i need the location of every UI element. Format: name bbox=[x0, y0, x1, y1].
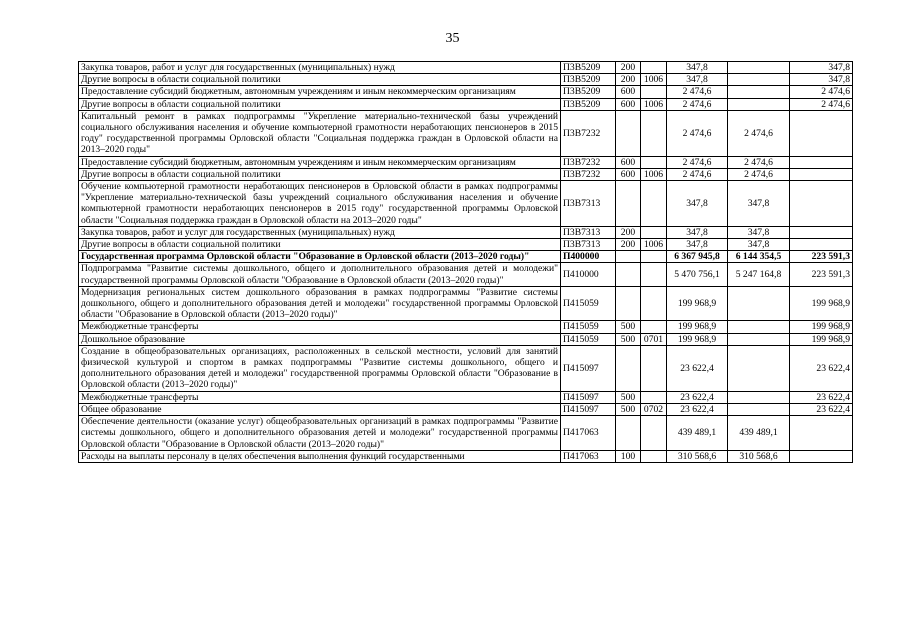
table-row bbox=[79, 416, 853, 451]
row-own-funds: 2 474,6 bbox=[728, 156, 790, 168]
budget-table bbox=[78, 61, 853, 463]
row-code: П3В7313 bbox=[561, 181, 616, 227]
table-row bbox=[79, 345, 853, 391]
row-total: 6 367 945,8 bbox=[667, 251, 728, 263]
row-total: 23 622,4 bbox=[667, 391, 728, 403]
row-name: Межбюджетные трансферты bbox=[79, 321, 561, 333]
row-section-code bbox=[641, 321, 667, 333]
row-name: Государственная программа Орловской области "Образование в Орловской области (2013–2020 годы)" bbox=[79, 251, 561, 263]
row-code: П3В7313 bbox=[561, 239, 616, 251]
row-code: П3В7232 bbox=[561, 110, 616, 156]
row-federal-funds: 223 591,3 bbox=[790, 251, 853, 263]
row-expense-type bbox=[616, 263, 641, 286]
row-total: 2 474,6 bbox=[667, 156, 728, 168]
row-section-code bbox=[641, 345, 667, 391]
row-code: П3В7313 bbox=[561, 226, 616, 238]
row-code: П3В5209 bbox=[561, 98, 616, 110]
row-total: 199 968,9 bbox=[667, 333, 728, 345]
row-own-funds bbox=[728, 86, 790, 98]
row-section-code bbox=[641, 181, 667, 227]
row-own-funds: 347,8 bbox=[728, 226, 790, 238]
row-name: Закупка товаров, работ и услуг для государственных (муниципальных) нужд bbox=[79, 62, 561, 74]
row-own-funds: 6 144 354,5 bbox=[728, 251, 790, 263]
row-own-funds bbox=[728, 403, 790, 415]
row-expense-type bbox=[616, 110, 641, 156]
row-code: П415097 bbox=[561, 345, 616, 391]
table-row bbox=[79, 168, 853, 180]
row-own-funds: 5 247 164,8 bbox=[728, 263, 790, 286]
table-row bbox=[79, 62, 853, 74]
row-own-funds bbox=[728, 391, 790, 403]
row-name: Обеспечение деятельности (оказание услуг) общеобразовательных организаций в рамках подпрограммы "Развитие системы дошкольного, общего и дополнительного образования детей и молодежи" государственной программы Орловской области "Образование в Орловской области (2013–2020 годы)" bbox=[79, 416, 561, 451]
row-name: Подпрограмма "Развитие системы дошкольного, общего и дополнительного образования детей и молодежи" государственной программы Орловской области "Образование в Орловской области (2013–2020 годы)" bbox=[79, 263, 561, 286]
row-total: 347,8 bbox=[667, 181, 728, 227]
row-section-code bbox=[641, 62, 667, 74]
row-expense-type bbox=[616, 251, 641, 263]
row-total: 347,8 bbox=[667, 226, 728, 238]
table-row bbox=[79, 98, 853, 110]
row-section-code bbox=[641, 263, 667, 286]
row-expense-type: 600 bbox=[616, 86, 641, 98]
row-expense-type bbox=[616, 345, 641, 391]
row-federal-funds: 2 474,6 bbox=[790, 86, 853, 98]
row-section-code: 1006 bbox=[641, 168, 667, 180]
row-code: П415097 bbox=[561, 391, 616, 403]
row-federal-funds bbox=[790, 450, 853, 462]
row-name: Другие вопросы в области социальной политики bbox=[79, 98, 561, 110]
row-federal-funds bbox=[790, 416, 853, 451]
row-total: 199 968,9 bbox=[667, 321, 728, 333]
row-expense-type: 600 bbox=[616, 156, 641, 168]
row-own-funds bbox=[728, 62, 790, 74]
row-own-funds: 347,8 bbox=[728, 239, 790, 251]
row-code: П3В7232 bbox=[561, 156, 616, 168]
table-row bbox=[79, 156, 853, 168]
row-federal-funds bbox=[790, 226, 853, 238]
row-section-code: 1006 bbox=[641, 74, 667, 86]
row-total: 347,8 bbox=[667, 74, 728, 86]
row-federal-funds: 223 591,3 bbox=[790, 263, 853, 286]
row-federal-funds: 23 622,4 bbox=[790, 403, 853, 415]
row-section-code: 1006 bbox=[641, 239, 667, 251]
table-row bbox=[79, 321, 853, 333]
row-own-funds bbox=[728, 74, 790, 86]
row-name: Дошкольное образование bbox=[79, 333, 561, 345]
row-code: П415059 bbox=[561, 286, 616, 321]
row-total: 23 622,4 bbox=[667, 403, 728, 415]
row-total: 2 474,6 bbox=[667, 168, 728, 180]
page-number: 35 bbox=[445, 31, 460, 46]
row-total: 2 474,6 bbox=[667, 98, 728, 110]
row-expense-type: 600 bbox=[616, 168, 641, 180]
row-expense-type bbox=[616, 416, 641, 451]
row-federal-funds: 199 968,9 bbox=[790, 286, 853, 321]
row-expense-type: 200 bbox=[616, 74, 641, 86]
row-code: П3В7232 bbox=[561, 168, 616, 180]
row-federal-funds: 2 474,6 bbox=[790, 98, 853, 110]
row-expense-type: 600 bbox=[616, 98, 641, 110]
row-federal-funds: 23 622,4 bbox=[790, 345, 853, 391]
table-row bbox=[79, 86, 853, 98]
row-expense-type: 100 bbox=[616, 450, 641, 462]
row-federal-funds: 23 622,4 bbox=[790, 391, 853, 403]
table-row bbox=[79, 110, 853, 156]
row-federal-funds bbox=[790, 156, 853, 168]
row-expense-type: 200 bbox=[616, 62, 641, 74]
row-name: Предоставление субсидий бюджетным, автономным учреждениям и иным некоммерческим организациям bbox=[79, 86, 561, 98]
row-section-code bbox=[641, 110, 667, 156]
row-name: Закупка товаров, работ и услуг для государственных (муниципальных) нужд bbox=[79, 226, 561, 238]
row-code: П3В5209 bbox=[561, 86, 616, 98]
row-section-code bbox=[641, 450, 667, 462]
row-code: П400000 bbox=[561, 251, 616, 263]
row-section-code bbox=[641, 226, 667, 238]
row-section-code: 1006 bbox=[641, 98, 667, 110]
row-own-funds bbox=[728, 345, 790, 391]
row-expense-type: 500 bbox=[616, 321, 641, 333]
row-section-code: 0701 bbox=[641, 333, 667, 345]
row-code: П415059 bbox=[561, 333, 616, 345]
row-name: Другие вопросы в области социальной политики bbox=[79, 239, 561, 251]
table-row bbox=[79, 181, 853, 227]
row-section-code bbox=[641, 286, 667, 321]
row-expense-type: 500 bbox=[616, 333, 641, 345]
row-own-funds bbox=[728, 333, 790, 345]
row-expense-type: 200 bbox=[616, 226, 641, 238]
row-federal-funds bbox=[790, 181, 853, 227]
row-own-funds bbox=[728, 286, 790, 321]
row-name: Другие вопросы в области социальной политики bbox=[79, 168, 561, 180]
row-total: 347,8 bbox=[667, 62, 728, 74]
row-own-funds: 2 474,6 bbox=[728, 110, 790, 156]
row-total: 199 968,9 bbox=[667, 286, 728, 321]
row-code: П415059 bbox=[561, 321, 616, 333]
table-row bbox=[79, 333, 853, 345]
row-total: 2 474,6 bbox=[667, 110, 728, 156]
row-federal-funds: 199 968,9 bbox=[790, 321, 853, 333]
row-own-funds: 439 489,1 bbox=[728, 416, 790, 451]
row-section-code bbox=[641, 86, 667, 98]
row-code: П417063 bbox=[561, 416, 616, 451]
row-code: П3В5209 bbox=[561, 62, 616, 74]
row-federal-funds bbox=[790, 168, 853, 180]
table-row bbox=[79, 239, 853, 251]
row-total: 2 474,6 bbox=[667, 86, 728, 98]
row-name: Модернизация региональных систем дошкольного образования в рамках подпрограммы "Развитие системы дошкольного, общего и дополнительного образования детей и молодежи" государственной программы Орловской области "Образование в Орловской области (2013–2020 годы)" bbox=[79, 286, 561, 321]
row-name: Расходы на выплаты персоналу в целях обеспечения выполнения функций государственными bbox=[79, 450, 561, 462]
table-row bbox=[79, 286, 853, 321]
row-name: Предоставление субсидий бюджетным, автономным учреждениям и иным некоммерческим организациям bbox=[79, 156, 561, 168]
row-section-code bbox=[641, 251, 667, 263]
row-federal-funds bbox=[790, 239, 853, 251]
row-own-funds: 310 568,6 bbox=[728, 450, 790, 462]
row-name: Межбюджетные трансферты bbox=[79, 391, 561, 403]
row-section-code: 0702 bbox=[641, 403, 667, 415]
row-expense-type: 500 bbox=[616, 391, 641, 403]
row-name: Капитальный ремонт в рамках подпрограммы "Укрепление материально-технической базы учреждений социального обслуживания населения и обучение компьютерной грамотности неработающих пенсионеров в 2015 году" государственной программы Орловской области "Социальная поддержка граждан в Орловской области на 2013–2020 годы" bbox=[79, 110, 561, 156]
row-expense-type: 500 bbox=[616, 403, 641, 415]
row-own-funds: 2 474,6 bbox=[728, 168, 790, 180]
table-row bbox=[79, 251, 853, 263]
table-row bbox=[79, 403, 853, 415]
table-row bbox=[79, 450, 853, 462]
row-total: 5 470 756,1 bbox=[667, 263, 728, 286]
row-federal-funds: 347,8 bbox=[790, 74, 853, 86]
row-expense-type bbox=[616, 181, 641, 227]
table-row bbox=[79, 391, 853, 403]
row-expense-type bbox=[616, 286, 641, 321]
row-name: Создание в общеобразовательных организациях, расположенных в сельской местности, условий для занятий физической культурой и спортом в рамках подпрограммы "Развитие системы дошкольного, общего и дополнительного образования детей и молодежи" государственной программы Орловской области "Образование в Орловской области (2013–2020 годы)" bbox=[79, 345, 561, 391]
row-code: П3В5209 bbox=[561, 74, 616, 86]
row-section-code bbox=[641, 391, 667, 403]
row-name: Обучение компьютерной грамотности неработающих пенсионеров в Орловской области в рамках подпрограммы "Укрепление материально-технической базы учреждений социального обслуживания населения и обучение компьютерной грамотности неработающих пенсионеров в 2015 году" государственной программы Орловской области "Социальная поддержка граждан в Орловской области на 2013–2020 годы" bbox=[79, 181, 561, 227]
row-total: 310 568,6 bbox=[667, 450, 728, 462]
row-code: П417063 bbox=[561, 450, 616, 462]
row-own-funds: 347,8 bbox=[728, 181, 790, 227]
row-total: 439 489,1 bbox=[667, 416, 728, 451]
row-name: Общее образование bbox=[79, 403, 561, 415]
row-section-code bbox=[641, 416, 667, 451]
row-federal-funds: 199 968,9 bbox=[790, 333, 853, 345]
row-federal-funds bbox=[790, 110, 853, 156]
row-federal-funds: 347,8 bbox=[790, 62, 853, 74]
row-own-funds bbox=[728, 98, 790, 110]
row-code: П415097 bbox=[561, 403, 616, 415]
table-row bbox=[79, 226, 853, 238]
table-row bbox=[79, 263, 853, 286]
table-row bbox=[79, 74, 853, 86]
row-code: П410000 bbox=[561, 263, 616, 286]
row-section-code bbox=[641, 156, 667, 168]
row-own-funds bbox=[728, 321, 790, 333]
row-total: 347,8 bbox=[667, 239, 728, 251]
row-expense-type: 200 bbox=[616, 239, 641, 251]
row-name: Другие вопросы в области социальной политики bbox=[79, 74, 561, 86]
budget-table-body bbox=[79, 62, 853, 463]
row-total: 23 622,4 bbox=[667, 345, 728, 391]
